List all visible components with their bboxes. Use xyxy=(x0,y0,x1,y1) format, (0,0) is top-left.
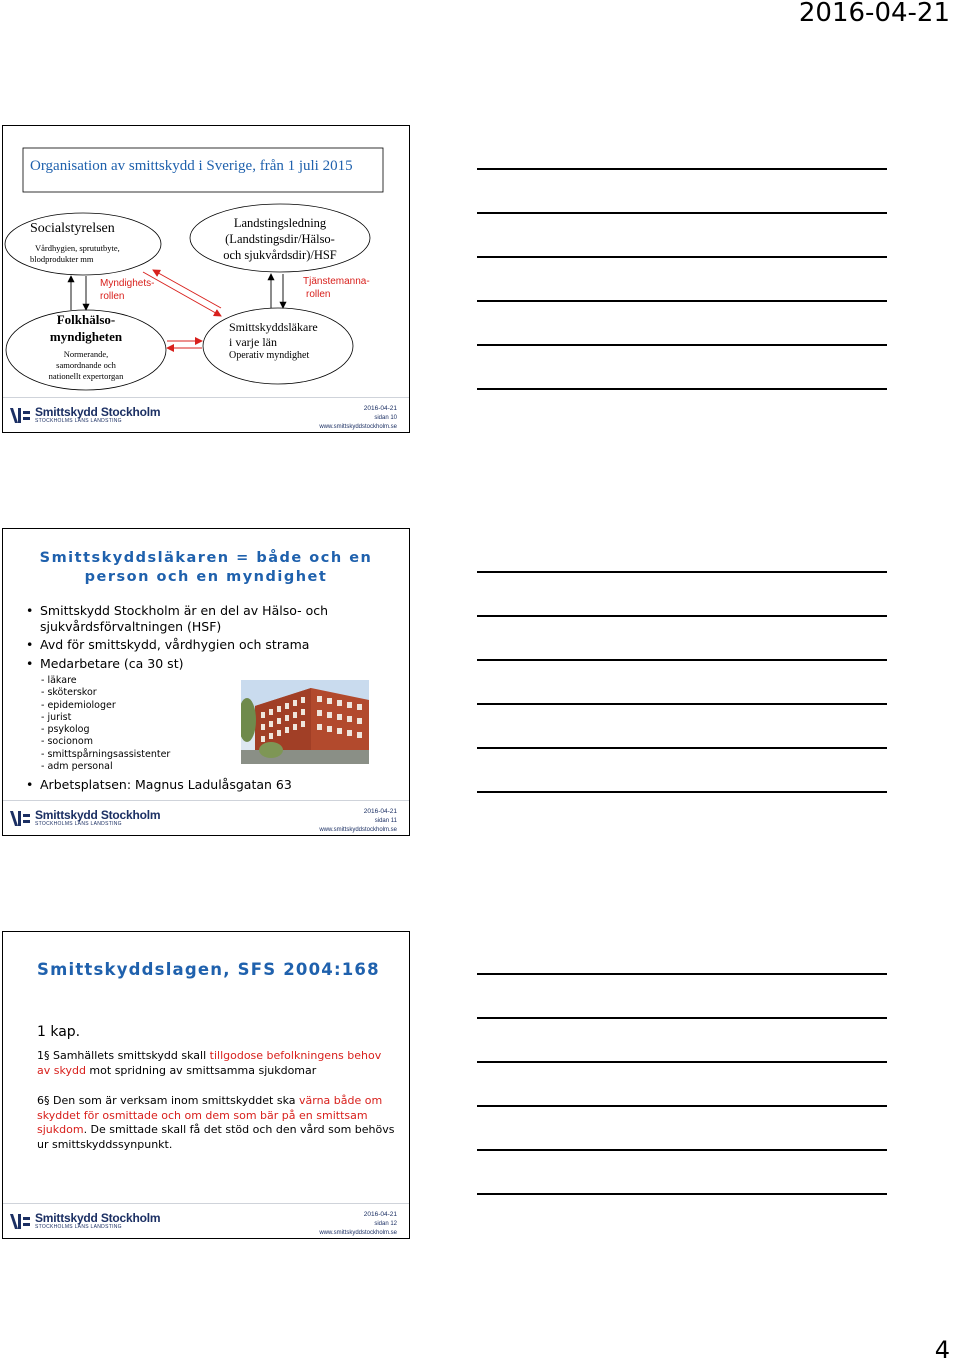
arrow-myndighet-2 xyxy=(153,270,221,308)
smittskydd-line-1: Smittskyddsläkare xyxy=(229,320,318,334)
slide11-footer xyxy=(3,800,409,835)
p2-text-c: . De smittade skall få det stöd och den vård som behövs ur smittskyddssynpunkt. xyxy=(37,1123,395,1151)
landsting-line-1: Landstingsledning xyxy=(233,216,327,230)
tjansteman-label-1: Tjänstemanna- xyxy=(303,276,370,287)
landsting-line-3: och sjukvårdsdir)/HSF xyxy=(223,248,337,262)
landsting-line-2: (Landstingsdir/Hälso- xyxy=(225,232,335,246)
staff-item: - läkare xyxy=(41,675,77,686)
slide-12 xyxy=(2,931,410,1239)
folkhalso-line-2: myndigheten xyxy=(49,329,123,344)
staff-item: - sköterskor xyxy=(41,687,97,699)
slide11-last-bullet xyxy=(23,777,373,793)
footer-url: www.smittskyddstockholm.se xyxy=(319,827,397,833)
logo-name: Smittskydd Stockholm xyxy=(35,808,161,822)
slide12-title: Smittskyddslagen, SFS 2004:168 xyxy=(37,960,380,979)
folkhalso-desc-1: Normerande, xyxy=(63,349,109,359)
building-photo xyxy=(241,680,369,764)
arrow-myndighet-1 xyxy=(143,272,221,316)
myndighet-label-2: rollen xyxy=(100,291,125,302)
notes-lines-3 xyxy=(477,973,887,1195)
folkhalso-desc-3: nationellt expertorgan xyxy=(48,371,124,381)
staff-item: - smittspårningsassistenter xyxy=(41,748,171,760)
notes-lines-2 xyxy=(477,571,887,793)
slide12-p1 xyxy=(37,1049,382,1078)
staff-item: - adm personal xyxy=(41,761,113,773)
header-date: 2016-04-21 xyxy=(798,0,950,28)
slide11-title-1: Smittskyddsläkaren = både och en xyxy=(39,550,373,566)
slide12-footer xyxy=(3,1203,409,1238)
slide11-bullets xyxy=(23,603,368,671)
folkhalso-line-1: Folkhälso- xyxy=(56,312,116,327)
smittskydd-line-2: i varje län xyxy=(229,335,277,349)
staff-item: - epidemiologer xyxy=(41,699,116,711)
slide10-footer xyxy=(3,397,409,432)
slide10-title: Organisation av smittskydd i Sverige, från 1 juli 2015 xyxy=(30,158,353,174)
logo-mark-icon xyxy=(9,405,31,427)
socialstyrelsen-desc-2: blodprodukter mm xyxy=(30,254,94,264)
footer-page: sidan 10 xyxy=(374,415,397,421)
footer-url: www.smittskyddstockholm.se xyxy=(319,1230,397,1236)
socialstyrelsen-desc-1: Vårdhygien, sprututbyte, xyxy=(35,243,120,253)
p1-text-a: 1§ Samhällets smittskydd skall xyxy=(37,1049,210,1062)
footer-page: sidan 11 xyxy=(374,818,397,824)
page-number: 4 xyxy=(934,1336,950,1364)
slide11-title-2: person och en myndighet xyxy=(84,569,328,585)
staff-item: - jurist xyxy=(41,711,72,723)
logo-sub: STOCKHOLMS LÄNS LANDSTING xyxy=(35,821,122,827)
staff-item: - psykolog xyxy=(41,724,90,736)
logo-mark-icon xyxy=(9,808,31,830)
p1-text-highlight: tillgodose befolkningens behov av skydd xyxy=(37,1049,382,1077)
bullet-2: • Avd för smittskydd, vårdhygien och strama xyxy=(23,637,368,653)
logo-sub: STOCKHOLMS LÄNS LANDSTING xyxy=(35,418,122,424)
logo-sub: STOCKHOLMS LÄNS LANDSTING xyxy=(35,1224,122,1230)
logo-mark-icon xyxy=(9,1211,31,1233)
folkhalso-desc-2: samordnande och xyxy=(56,360,116,370)
smittskydd-line-3: Operativ myndighet xyxy=(229,350,310,361)
logo-name: Smittskydd Stockholm xyxy=(35,405,161,419)
footer-date: 2016-04-21 xyxy=(363,405,397,412)
slide-10 xyxy=(2,125,410,433)
footer-date: 2016-04-21 xyxy=(363,808,397,815)
footer-page: sidan 12 xyxy=(374,1221,397,1227)
staff-list xyxy=(41,675,170,773)
socialstyrelsen-name: Socialstyrelsen xyxy=(30,221,115,236)
p1-text-c: mot spridning av smittsamma sjukdomar xyxy=(85,1063,317,1077)
logo-name: Smittskydd Stockholm xyxy=(35,1211,161,1225)
myndighet-label-1: Myndighets- xyxy=(100,278,155,289)
tjansteman-label-2: rollen xyxy=(306,289,331,300)
p2-text-a: 6§ Den som är verksam inom smittskyddet ska xyxy=(37,1094,299,1107)
slide12-chapter: 1 kap. xyxy=(37,1024,81,1040)
slide-11 xyxy=(2,528,410,836)
footer-url: www.smittskyddstockholm.se xyxy=(319,424,397,430)
notes-lines-1 xyxy=(477,168,887,390)
staff-item: - socionom xyxy=(41,736,93,748)
bullet-3: • Medarbetare (ca 30 st) xyxy=(23,656,368,672)
p2-text-highlight: värna både om skyddet för osmittade och om dem som bär på en smittsam sjukdom xyxy=(37,1094,383,1136)
footer-date: 2016-04-21 xyxy=(363,1211,397,1218)
bullet-4: • Arbetsplatsen: Magnus Ladulåsgatan 63 xyxy=(23,777,373,793)
bullet-1: • Smittskydd Stockholm är en del av Hälso- och sjukvårdsförvaltningen (HSF) xyxy=(23,603,368,634)
slide12-p2 xyxy=(37,1094,397,1152)
